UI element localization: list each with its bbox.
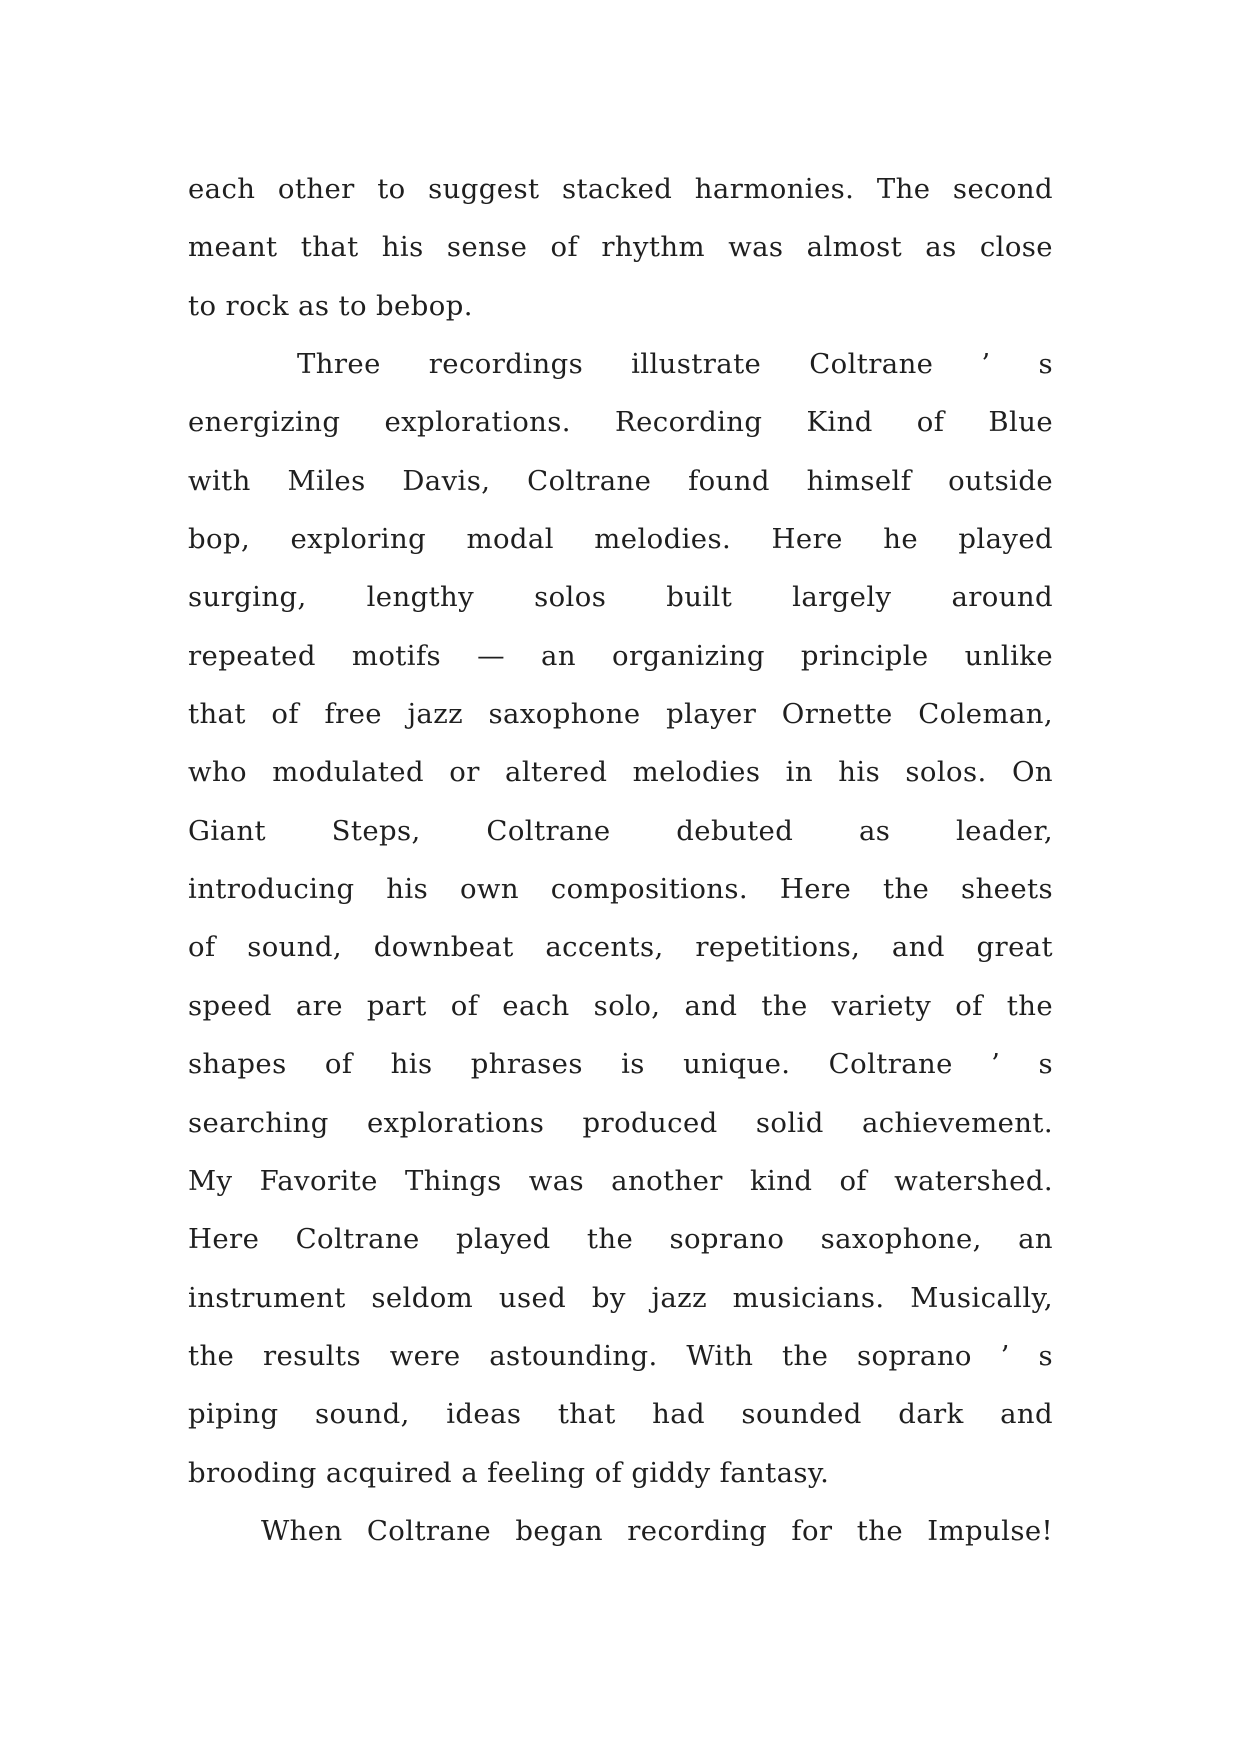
- paragraph-2-line-15: My Favorite Things was another kind of watershed.: [188, 1164, 1053, 1197]
- paragraph-2-line-5: surging, lengthy solos built largely around: [188, 581, 1053, 614]
- paragraph-2-line-12: speed are part of each solo, and the variety of the: [188, 989, 1053, 1022]
- paragraph-2-line-13: shapes of his phrases is unique. Coltrane ’ s: [188, 1048, 1053, 1081]
- paragraph-2-line-1: Three recordings illustrate Coltrane ’ s: [297, 348, 1053, 381]
- paragraph-2-line-16: Here Coltrane played the soprano saxophone, an: [188, 1223, 1053, 1256]
- paragraph-2-line-7: that of free jazz saxophone player Ornette Coleman,: [188, 698, 1053, 731]
- paragraph-2-line-14: searching explorations produced solid achievement.: [188, 1106, 1053, 1139]
- paragraph-1-line-2: meant that his sense of rhythm was almost as close: [188, 231, 1053, 264]
- paragraph-3-line-1: When Coltrane began recording for the Impulse!: [261, 1514, 1053, 1547]
- body-text: [188, 160, 1053, 1560]
- paragraph-2-line-10: introducing his own compositions. Here the sheets: [188, 873, 1053, 906]
- paragraph-1-line-3: to rock as to bebop.: [188, 289, 473, 322]
- paragraph-2-line-17: instrument seldom used by jazz musicians. Musically,: [188, 1281, 1053, 1314]
- paragraph-2-line-19: piping sound, ideas that had sounded dark and: [188, 1398, 1053, 1431]
- paragraph-2-line-20: brooding acquired a feeling of giddy fantasy.: [188, 1456, 830, 1489]
- paragraph-1-line-1: each other to suggest stacked harmonies. The second: [188, 173, 1053, 205]
- paragraph-2-line-6: repeated motifs — an organizing principle unlike: [188, 639, 1053, 672]
- paragraph-2-line-9: Giant Steps, Coltrane debuted as leader,: [188, 814, 1053, 847]
- paragraph-2-line-2: energizing explorations. Recording Kind of Blue: [188, 406, 1053, 439]
- paragraph-2-line-11: of sound, downbeat accents, repetitions, and great: [188, 931, 1053, 964]
- paragraph-2-line-8: who modulated or altered melodies in his solos. On: [188, 756, 1053, 789]
- paragraph-2-line-3: with Miles Davis, Coltrane found himself outside: [188, 464, 1053, 497]
- paragraph-2-line-18: the results were astounding. With the soprano ’ s: [188, 1339, 1053, 1372]
- paragraph-2-line-4: bop, exploring modal melodies. Here he played: [188, 523, 1053, 556]
